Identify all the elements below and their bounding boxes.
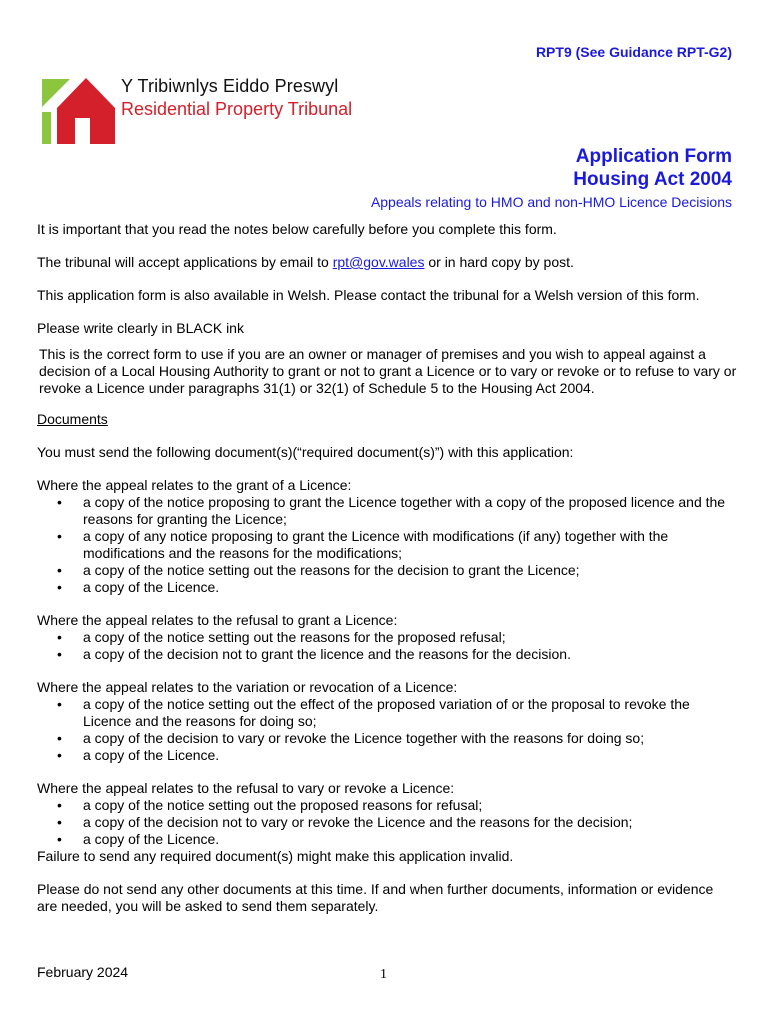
- documents-group-grant: [37, 477, 737, 596]
- list-item: [37, 494, 737, 528]
- email-text-after: or in hard copy by post.: [424, 254, 574, 270]
- document-list: [37, 494, 737, 596]
- bullet-icon: •: [57, 562, 62, 578]
- logo-green-bar: [42, 112, 51, 144]
- list-item: [37, 814, 737, 831]
- documents-group-refusal-vary: [37, 780, 737, 848]
- list-item: [37, 831, 737, 848]
- list-item: [37, 562, 737, 579]
- list-item: [37, 747, 737, 764]
- list-item-text: a copy of the decision not to grant the licence and the reasons for the decision.: [83, 646, 571, 662]
- tribunal-logo-house-icon: [40, 74, 116, 146]
- list-item-text: a copy of the decision not to vary or revoke the Licence and the reasons for the decision;: [83, 814, 633, 830]
- bullet-icon: •: [57, 814, 62, 830]
- intro-email-submission: [37, 254, 737, 271]
- documents-lead: You must send the following document(s)(“required document(s)”) with this application:: [37, 444, 574, 460]
- document-list: [37, 696, 737, 764]
- bullet-icon: •: [57, 629, 62, 645]
- logo-welsh-name: Y Tribiwnlys Eiddo Preswyl: [121, 76, 339, 96]
- bullet-icon: •: [57, 528, 62, 544]
- intro-read-notes: It is important that you read the notes below carefully before you complete this form.: [37, 221, 557, 237]
- intro-black-ink: Please write clearly in BLACK ink: [37, 320, 244, 336]
- list-item-text: a copy of the notice setting out the effect of the proposed variation of or the proposal to revoke the Licence and the reasons for doing so;: [83, 696, 690, 729]
- list-item-text: a copy of any notice proposing to grant the Licence with modifications (if any) together with the modifications and the reasons for the modifications;: [83, 528, 669, 561]
- logo-english-name: Residential Property Tribunal: [121, 99, 353, 119]
- group-intro: Where the appeal relates to the grant of a Licence:: [37, 477, 352, 493]
- intro-welsh-version: This application form is also available in Welsh. Please contact the tribunal for a Welsh version of this form.: [37, 287, 700, 303]
- documents-heading: Documents: [37, 411, 108, 427]
- list-item-text: a copy of the Licence.: [83, 579, 220, 595]
- group-intro: Where the appeal relates to the variation or revocation of a Licence:: [37, 679, 458, 695]
- form-act-title: Housing Act 2004: [573, 169, 732, 190]
- list-item-text: a copy of the Licence.: [83, 747, 220, 763]
- intro-correct-form: This is the correct form to use if you are an owner or manager of premises and you wish to appeal against a decision of a Local Housing Authority to grant or not to grant a Licence or to vary or revoke or to refuse to vary or revoke a Licence under paragraphs 31(1) or 32(1) of Schedule 5 to the Housing Act 2004.: [39, 346, 737, 396]
- list-item: [37, 629, 737, 646]
- list-item: [37, 579, 737, 596]
- group-intro: Where the appeal relates to the refusal to vary or revoke a Licence:: [37, 780, 455, 796]
- page-number: 1: [380, 967, 387, 982]
- form-heading: [371, 145, 732, 211]
- list-item: [37, 730, 737, 747]
- other-documents-note: Please do not send any other documents at this time. If and when further documents, information or evidence are needed, you will be asked to send them separately.: [37, 881, 714, 914]
- bullet-icon: •: [57, 797, 62, 813]
- list-item-text: a copy of the decision to vary or revoke the Licence together with the reasons for doing so;: [83, 730, 645, 746]
- form-body: [37, 221, 737, 915]
- bullet-icon: •: [57, 730, 62, 746]
- bullet-icon: •: [57, 831, 62, 847]
- group-intro: Where the appeal relates to the refusal to grant a Licence:: [37, 612, 398, 628]
- list-item: [37, 646, 737, 663]
- failure-warning: Failure to send any required document(s) might make this application invalid.: [37, 848, 514, 864]
- document-list: [37, 797, 737, 848]
- document-list: [37, 629, 737, 663]
- bullet-icon: •: [57, 646, 62, 662]
- list-item: [37, 696, 737, 730]
- bullet-icon: •: [57, 494, 62, 510]
- email-link[interactable]: rpt@gov.wales: [332, 254, 425, 270]
- logo-red-house: [57, 78, 115, 144]
- documents-group-variation: [37, 679, 737, 764]
- form-subtitle: Appeals relating to HMO and non-HMO Licence Decisions: [370, 194, 732, 210]
- list-item-text: a copy of the notice setting out the reasons for the decision to grant the Licence;: [83, 562, 580, 578]
- form-title: Application Form: [575, 146, 732, 167]
- list-item: [37, 797, 737, 814]
- email-text-before: The tribunal will accept applications by email to: [37, 254, 333, 270]
- list-item-text: a copy of the notice setting out the proposed reasons for refusal;: [83, 797, 483, 813]
- list-item: [37, 528, 737, 562]
- form-reference: RPT9 (See Guidance RPT-G2): [535, 44, 732, 60]
- bullet-icon: •: [57, 747, 62, 763]
- bullet-icon: •: [57, 696, 62, 712]
- bullet-icon: •: [57, 579, 62, 595]
- list-item-text: a copy of the notice setting out the reasons for the proposed refusal;: [83, 629, 506, 645]
- footer-date: February 2024: [37, 964, 129, 980]
- documents-group-refusal: [37, 612, 737, 663]
- list-item-text: a copy of the Licence.: [83, 831, 220, 847]
- list-item-text: a copy of the notice proposing to grant the Licence together with a copy of the proposed licence and the reasons for granting the Licence;: [83, 494, 726, 527]
- logo-wordmark: [121, 76, 352, 120]
